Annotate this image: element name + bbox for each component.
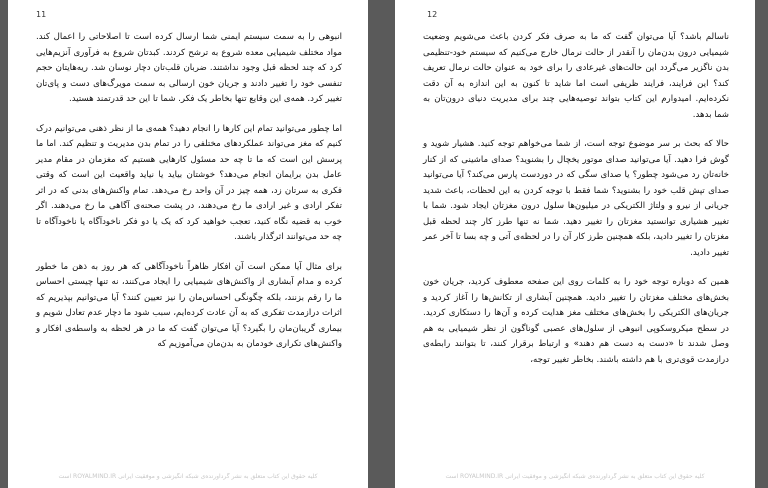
page-footer-watermark: کلیه حقوق این کتاب متعلق به نشر گردآورنده‌ی شبکه انگیزشی و موفقیت ایرانی ROYALMIND.IR است [58,473,318,480]
paragraph: ناسالم باشد؟ آیا می‌توان گفت که ما به صرف فکر کردن باعث می‌شویم وضعیت شیمیایی درون بدن‌مان را آنقدر از حالت نرمال خارج می‌کنیم که سیستم خود-تنظیمی بدن ناگزیر می‌گردد این حالت‌های غیرعادی را برای خود به عنوان حالت نرمال تعریف کند؟ این فرایند، فرایند ظریفی است اما شاید تا کنون به این اندازه به آن دقت نکرده‌ایم. امیدوارم این کتاب بتواند توصیه‌هایی چند برای مدیریت دنیای درون‌تان به شما بدهد. [423,32,729,120]
paragraph: حالا که بحث بر سر موضوع توجه است، از شما می‌خواهم توجه کنید. هشیار شوید و گوش فرا دهید. آیا می‌توانید صدای موتور یخچال را بشنوید؟ صدای ماشینی که از کنار خانه‌تان رد می‌شود چطور؟ یا صدای سگی که در دوردست پارس می‌کند؟ آیا می‌توانید صدای تپش قلب خود را بشنوید؟ شما فقط با توجه کردن به این لحظات، باعث شدید جریانی از نیرو و ولتاژ الکتریکی در میلیون‌ها سلول درون مغزتان ایجاد شود. شما با تغییر هشیاری توانستید مغزتان را تغییر دهید. شما نه تنها طرز کار چند لحظه قبل مغزتان را تغییر دادید، بلکه همچنین طرز کار آن را در لحظه‌ی آتی و چه بسا تا آخر عمر تغییر دادید. [423,139,729,258]
page-number: 12 [427,10,438,19]
paragraph: برای مثال آیا ممکن است آن افکار ظاهراً ناخودآگاهی که هر روز به ذهن ما خطور کرده و مدام آبشاری از واکنش‌های شیمیایی را ایجاد می‌کنند، نه تنها چیستی احساس ما را رقم بزنند، بلکه چگونگی احساس‌مان را نیز تعیین کنند؟ آیا می‌توانیم بپذیریم که اثرات درازمدت تفکری که به آن عادت کرده‌ایم، سبب شود ما دچار عدم تعادل شویم و بیماری گریبان‌مان را بگیرد؟ آیا می‌توان گفت که ما در هر لحظه به واسطه‌ی افکار و واکنش‌های تکراری خودمان به بدن‌مان می‌آموزیم که [36,261,342,349]
paragraph: همین که دوباره توجه خود را به کلمات روی این صفحه معطوف کردید، جریان خون بخش‌های مختلف مغزتان را تغییر دادید. همچنین آبشاری از تکانش‌ها را آغاز کردید و جریان‌های الکتریکی را بخش‌های مختلف مغز هدایت کرده و آن‌ها را دستکاری کردید. در سطح میکروسکوپی انبوهی از سلول‌های عصبی گوناگون از نظر شیمیایی به هم وصل شدند تا «دست به دست هم دهند» و ارتباط برقرار کنند، تا بتوانند رابطه‌ی درازمدت قوی‌تری با هم داشته باشند. بخاطر تغییر توجه، [423,277,729,365]
page-footer-watermark: کلیه حقوق این کتاب متعلق به نشر گردآورنده‌ی شبکه انگیزشی و موفقیت ایرانی ROYALMIND.IR است [445,473,705,480]
page-body [36,30,342,367]
page-body [423,30,729,382]
right-page [395,0,755,488]
left-page [8,0,368,488]
paragraph: انبوهی را به سمت سیستم ایمنی شما ارسال کرده است تا اصلاحاتی را اعمال کند. مواد مختلف شیمیایی معده شروع به ترشح کردند. کبدتان شروع به فرآوری آنزیم‌هایی کرد که چند لحظه قبل وجود نداشتند. ضربان قلب‌تان دچار نوسان شد. ریه‌هایتان حجم تنفسی خود را تغییر دادند و جریان خون ارسالی به سمت مویرگ‌های دست و پای‌تان تغییر کرد. همه‌ی این وقایع تنها بخاطر یک فکر. شما تا این حد قدرتمند هستید. [36,32,342,104]
paragraph: اما چطور می‌توانید تمام این کارها را انجام دهید؟ همه‌ی ما از نظر ذهنی می‌توانیم درک کنیم که مغز می‌تواند عملکردهای مختلفی را در تمام بدن مدیریت و تنظیم کند. اما ما پرسش این است که ما تا چه حد مسئول کارهایی هستیم که مغزمان در مقام مدیر عامل بدن برایمان انجام می‌دهد؟ خوشتان بیاید یا نیاید واقعیت این است که وقتی فکری به سرتان زد، همه چیز در آن واحد رخ می‌دهد. تمام واکنش‌های بدنی که در اثر تفکر ارادی و غیر ارادی ما رخ می‌دهند، در پشت صحنه‌ی آگاهی ما رخ می‌دهند. اگر خوب به قضیه نگاه کنید، تعجب خواهید کرد که یک یا دو فکر ناخودآگاه یا ناخودآگاه تا چه حد می‌توانند اثرگذار باشند. [36,123,342,242]
page-number: 11 [36,10,47,19]
